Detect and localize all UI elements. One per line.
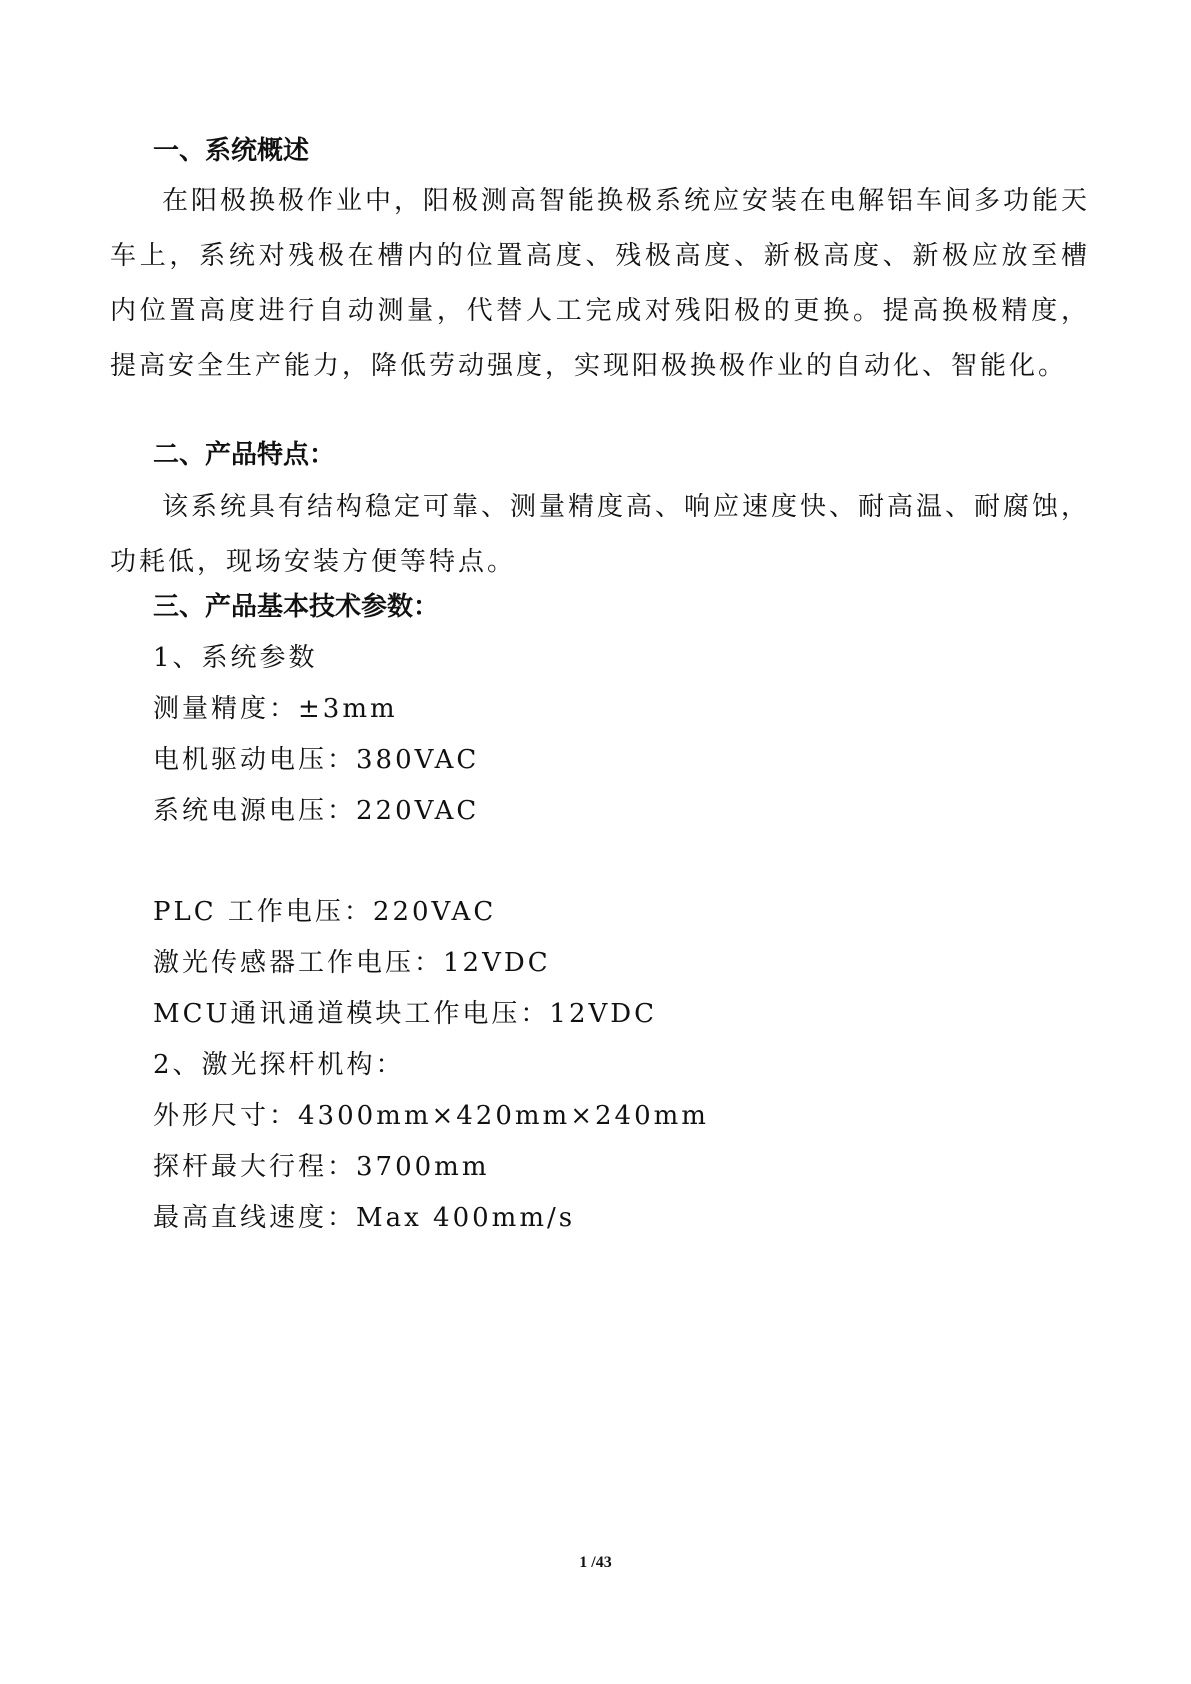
- param-laser-sensor-voltage: 激光传感器工作电压：12VDC: [153, 948, 551, 978]
- page-number: 1 /43: [579, 1554, 612, 1571]
- param-system-power-voltage: 系统电源电压：220VAC: [153, 796, 480, 826]
- param-mcu-module-voltage: MCU通讯通道模块工作电压：12VDC: [153, 999, 658, 1029]
- section2-heading: 二、产品特点：: [153, 440, 336, 470]
- param-max-linear-speed: 最高直线速度：Max 400mm/s: [153, 1203, 576, 1233]
- param-motor-voltage: 电机驱动电压：380VAC: [153, 745, 480, 775]
- sub2-title: 2、激光探杆机构：: [153, 1050, 405, 1080]
- section1-paragraph: 在阳极换极作业中，阳极测高智能换极系统应安装在电解铝车间多功能天车上，系统对残极在槽内的位置高度、残极高度、新极高度、新极应放至槽内位置高度进行自动测量，代替人工完成对残阳极的更换。提高换极精度，提高安全生产能力，降低劳动强度，实现阳极换极作业的自动化、智能化。: [110, 186, 1091, 381]
- section1-heading: 一、系统概述: [153, 136, 310, 166]
- param-plc-voltage: PLC 工作电压：220VAC: [153, 897, 497, 927]
- param-max-stroke: 探杆最大行程：3700mm: [153, 1152, 490, 1182]
- section3-heading: 三、产品基本技术参数：: [153, 592, 440, 622]
- section2-paragraph: 该系统具有结构稳定可靠、测量精度高、响应速度快、耐高温、耐腐蚀，功耗低，现场安装方便等特点。: [110, 492, 1091, 577]
- param-dimensions: 外形尺寸：4300mm×420mm×240mm: [153, 1101, 709, 1131]
- sub1-title: 1、系统参数: [153, 643, 318, 673]
- param-measure-accuracy: 测量精度：±3mm: [153, 694, 398, 724]
